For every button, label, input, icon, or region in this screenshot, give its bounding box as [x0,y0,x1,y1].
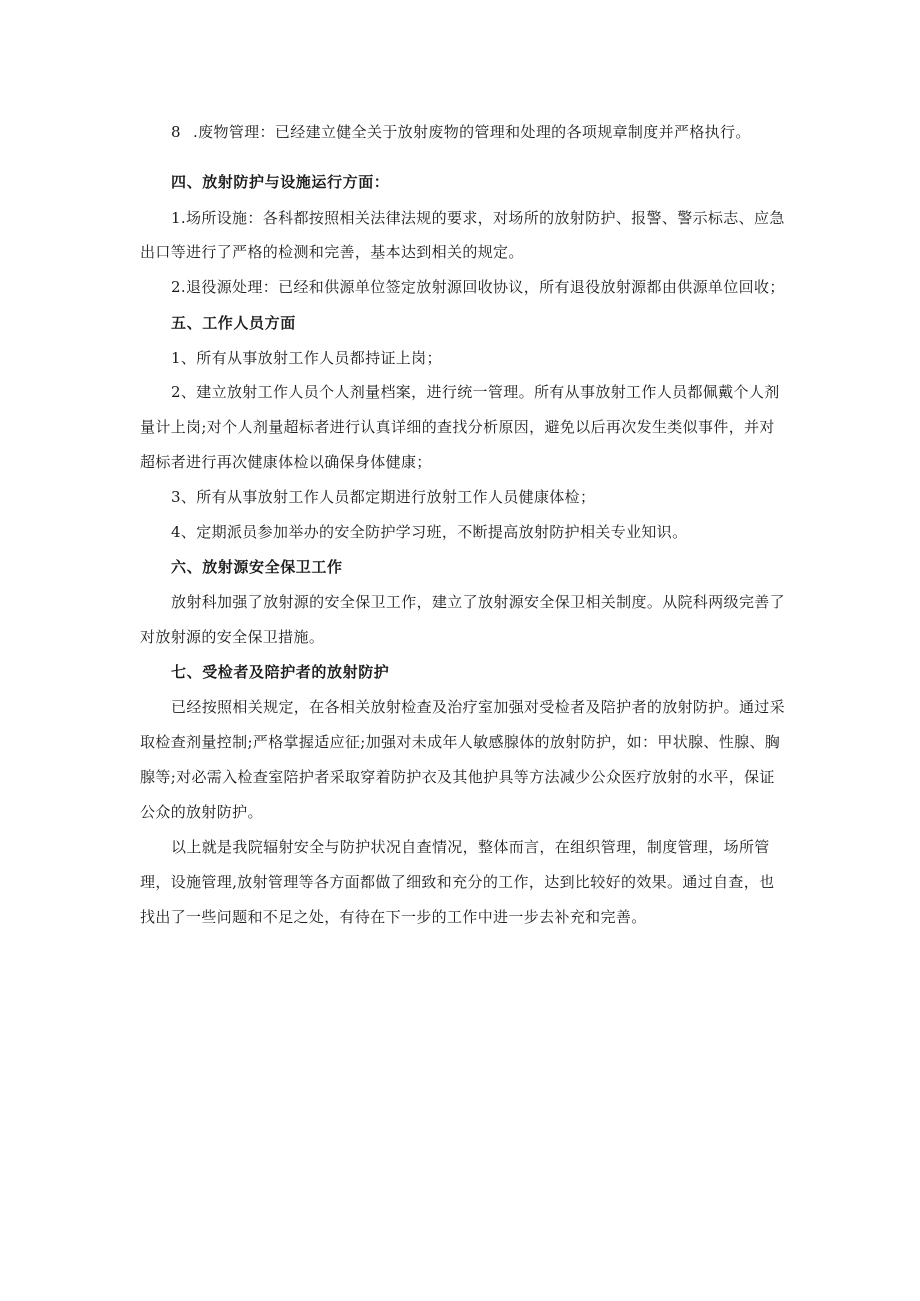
section-6-paragraph-line-2: 对放射源的安全保卫措施。 [140,628,325,646]
section-5-item-1: 1、所有从事放射工作人员都持证上岗； [171,349,442,367]
section-6-paragraph-line-1: 放射科加强了放射源的安全保卫工作，建立了放射源安全保卫相关制度。从院科两级完善了 [171,593,786,611]
section-7-paragraph-line-3: 腺等;对必需入检查室陪护者采取穿着防护衣及其他护具等方法减少公众医疗放射的水平，保证 [140,768,775,786]
summary-line-2: 理，设施管理,放射管理等各方面都做了细致和充分的工作，达到比较好的效果。通过自查，也 [140,873,775,891]
section-4-paragraph-1-line-2: 出口等进行了严格的检测和完善，基本达到相关的规定。 [140,243,524,261]
section-5-item-3: 3、所有从事放射工作人员都定期进行放射工作人员健康体检； [171,488,596,506]
section-4-paragraph-1-line-1: 1.场所设施：各科都按照相关法律法规的要求，对场所的放射防护、报警、警示标志、应急 [171,209,785,227]
section-7-paragraph-line-4: 公众的放射防护。 [140,803,263,821]
section-6-heading: 六、放射源安全保卫工作 [171,558,343,576]
summary-line-3: 找出了一些问题和不足之处，有待在下一步的工作中进一步去补充和完善。 [140,908,647,926]
section-7-heading: 七、受检者及陪护者的放射防护 [171,663,390,681]
item-8-text: .废物管理：已经建立健全关于放射废物的管理和处理的各项规章制度并严格执行。 [193,123,751,141]
section-4-paragraph-2-line-1: 2.退役源处理：已经和供源单位签定放射源回收协议，所有退役放射源都由供源单位回收； [171,278,785,296]
section-4-heading: 四、放射防护与设施运行方面： [171,173,390,191]
section-5-item-2-line-2: 量计上岗;对个人剂量超标者进行认真详细的查找分析原因，避免以后再次发生类似事件，并对 [140,418,775,436]
section-5-heading: 五、工作人员方面 [171,314,296,332]
section-7-paragraph-line-1: 已经按照相关规定，在各相关放射检查及治疗室加强对受检者及陪护者的放射防护。通过采 [171,698,786,716]
section-5-item-2-line-1: 2、建立放射工作人员个人剂量档案，进行统一管理。所有从事放射工作人员都佩戴个人剂 [171,383,780,401]
section-5-item-4: 4、定期派员参加举办的安全防护学习班，不断提高放射防护相关专业知识。 [171,523,688,541]
section-5-item-2-line-3: 超标者进行再次健康体检以确保身体健康； [140,453,432,471]
item-8-number: 8 [171,123,181,141]
summary-line-1: 以上就是我院辐射安全与防护状况自查情况，整体而言，在组织管理，制度管理，场所管 [171,838,770,856]
section-7-paragraph-line-2: 取检查剂量控制;严格掌握适应征;加强对未成年人敏感腺体的放射防护，如：甲状腺、性腺、胸 [140,733,781,751]
